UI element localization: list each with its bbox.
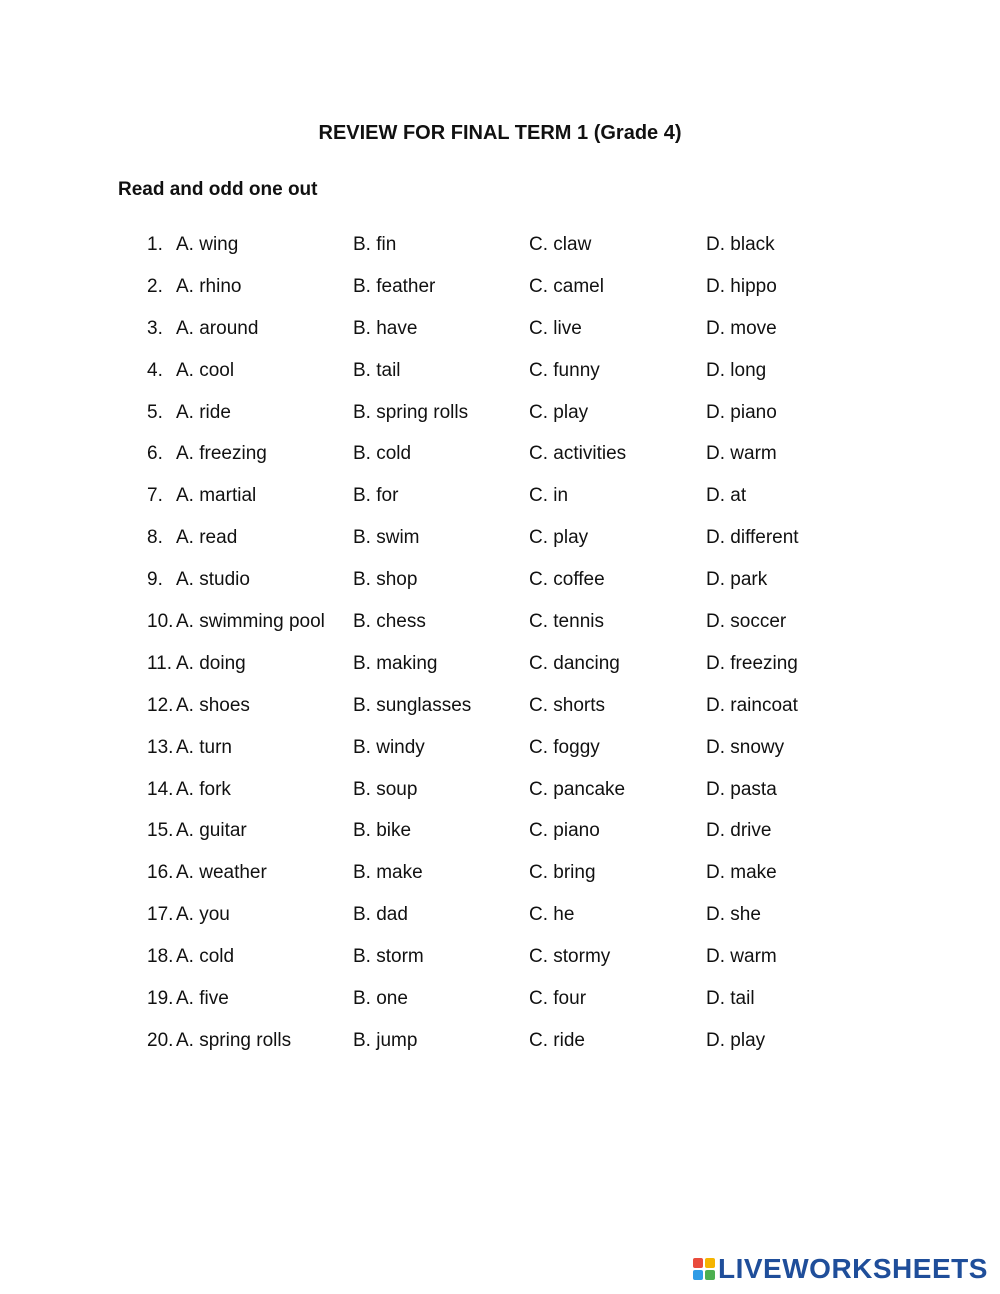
option-b: B. storm [353,946,424,968]
question-row [147,357,867,399]
option-c: C. foggy [529,736,600,758]
option-a: A. five [176,988,229,1010]
option-a: A. ride [176,401,231,423]
option-a: A. swimming pool [176,611,325,633]
option-d: D. move [706,317,777,339]
liveworksheets-watermark [693,1254,988,1284]
question-number: 10. [147,611,174,633]
question-number: 5. [147,401,163,423]
option-a: A. wing [176,234,239,255]
option-d: D. raincoat [706,694,798,716]
question-number: 6. [147,443,163,465]
option-d: D. piano [706,401,777,423]
option-a: A. cool [176,359,235,381]
option-d: D. drive [706,820,772,842]
option-c: C. activities [529,443,627,465]
option-c: C. he [529,904,575,926]
logo-square-green [705,1270,715,1280]
option-c: C. in [529,485,569,507]
question-row [147,776,867,818]
question-row [147,273,867,315]
question-row [147,399,867,441]
option-d: D. park [706,569,768,591]
option-a: A. guitar [176,820,247,842]
question-row [147,901,867,943]
option-d: D. different [706,527,799,549]
option-a: A. shoes [176,694,250,716]
question-number: 9. [147,569,163,591]
option-a: A. martial [176,485,257,507]
question-number: 4. [147,359,163,381]
question-row [147,440,867,482]
question-number: 13. [147,736,174,758]
option-d: D. play [706,1029,766,1051]
question-row [147,315,867,357]
question-number: 8. [147,527,163,549]
option-b: B. for [353,485,399,507]
option-c: C. play [529,527,589,549]
option-b: B. feather [353,275,436,297]
option-c: C. play [529,401,589,423]
instruction-heading: Read and odd one out [118,179,318,200]
option-b: B. spring rolls [353,401,469,423]
question-number: 17. [147,904,174,926]
question-number: 18. [147,946,174,968]
option-c: C. tennis [529,611,604,633]
logo-square-yellow [705,1258,715,1268]
question-number: 3. [147,317,163,339]
question-number: 16. [147,862,174,884]
option-c: C. four [529,988,587,1010]
option-b: B. cold [353,443,412,465]
liveworksheets-logo-icon [693,1258,715,1280]
option-a: A. cold [176,946,235,968]
question-row [147,817,867,859]
question-row [147,482,867,524]
logo-text: LIVEWORKSHEETS [718,1253,988,1284]
option-b: B. windy [353,736,425,758]
option-d: D. snowy [706,736,785,758]
option-a: A. rhino [176,275,242,297]
option-b: B. chess [353,611,426,633]
option-d: D. tail [706,988,755,1010]
option-b: B. fin [353,234,397,255]
option-b: B. bike [353,820,412,842]
question-row [147,1027,867,1069]
option-a: A. read [176,527,238,549]
option-a: A. spring rolls [176,1029,292,1051]
option-b: B. dad [353,904,408,926]
option-c: C. pancake [529,778,626,800]
question-list [147,231,867,1069]
option-b: B. make [353,862,423,884]
option-d: D. warm [706,443,777,465]
option-c: C. piano [529,820,600,842]
question-row [147,985,867,1027]
option-b: B. soup [353,778,418,800]
option-c: C. shorts [529,694,606,716]
option-d: D. soccer [706,611,787,633]
option-b: B. tail [353,359,401,381]
option-b: B. jump [353,1029,418,1051]
logo-square-red [693,1258,703,1268]
option-a: A. weather [176,862,267,884]
option-d: D. warm [706,946,777,968]
option-b: B. shop [353,569,418,591]
option-c: C. dancing [529,652,620,674]
option-d: D. hippo [706,275,777,297]
question-number: 14. [147,778,174,800]
option-c: C. coffee [529,569,605,591]
option-b: B. making [353,652,438,674]
question-row [147,734,867,776]
question-row [147,231,867,273]
question-number: 7. [147,485,163,507]
option-d: D. make [706,862,777,884]
question-number: 12. [147,694,174,716]
page-title: REVIEW FOR FINAL TERM 1 (Grade 4) [318,122,682,144]
option-c: C. ride [529,1029,585,1051]
option-b: B. one [353,988,408,1010]
question-number: 1. [147,234,163,255]
question-row [147,566,867,608]
option-c: C. bring [529,862,596,884]
question-number: 20. [147,1029,174,1051]
option-a: A. around [176,317,259,339]
option-d: D. black [706,234,775,255]
question-row [147,524,867,566]
option-a: A. freezing [176,443,267,465]
option-c: C. claw [529,234,592,255]
option-a: A. turn [176,736,232,758]
question-row [147,859,867,901]
question-number: 15. [147,820,174,842]
question-number: 19. [147,988,174,1010]
question-row [147,650,867,692]
logo-square-blue [693,1270,703,1280]
option-d: D. at [706,485,747,507]
option-d: D. pasta [706,778,777,800]
option-a: A. you [176,904,230,926]
question-number: 2. [147,275,163,297]
option-c: C. live [529,317,582,339]
option-a: A. fork [176,778,231,800]
option-d: D. freezing [706,652,798,674]
option-c: C. stormy [529,946,611,968]
question-row [147,692,867,734]
option-d: D. long [706,359,767,381]
option-c: C. funny [529,359,600,381]
option-a: A. studio [176,569,250,591]
option-c: C. camel [529,275,604,297]
option-b: B. swim [353,527,420,549]
option-b: B. have [353,317,418,339]
option-a: A. doing [176,652,246,674]
question-row [147,943,867,985]
question-row [147,608,867,650]
option-b: B. sunglasses [353,694,472,716]
question-number: 11. [147,652,173,674]
option-d: D. she [706,904,761,926]
